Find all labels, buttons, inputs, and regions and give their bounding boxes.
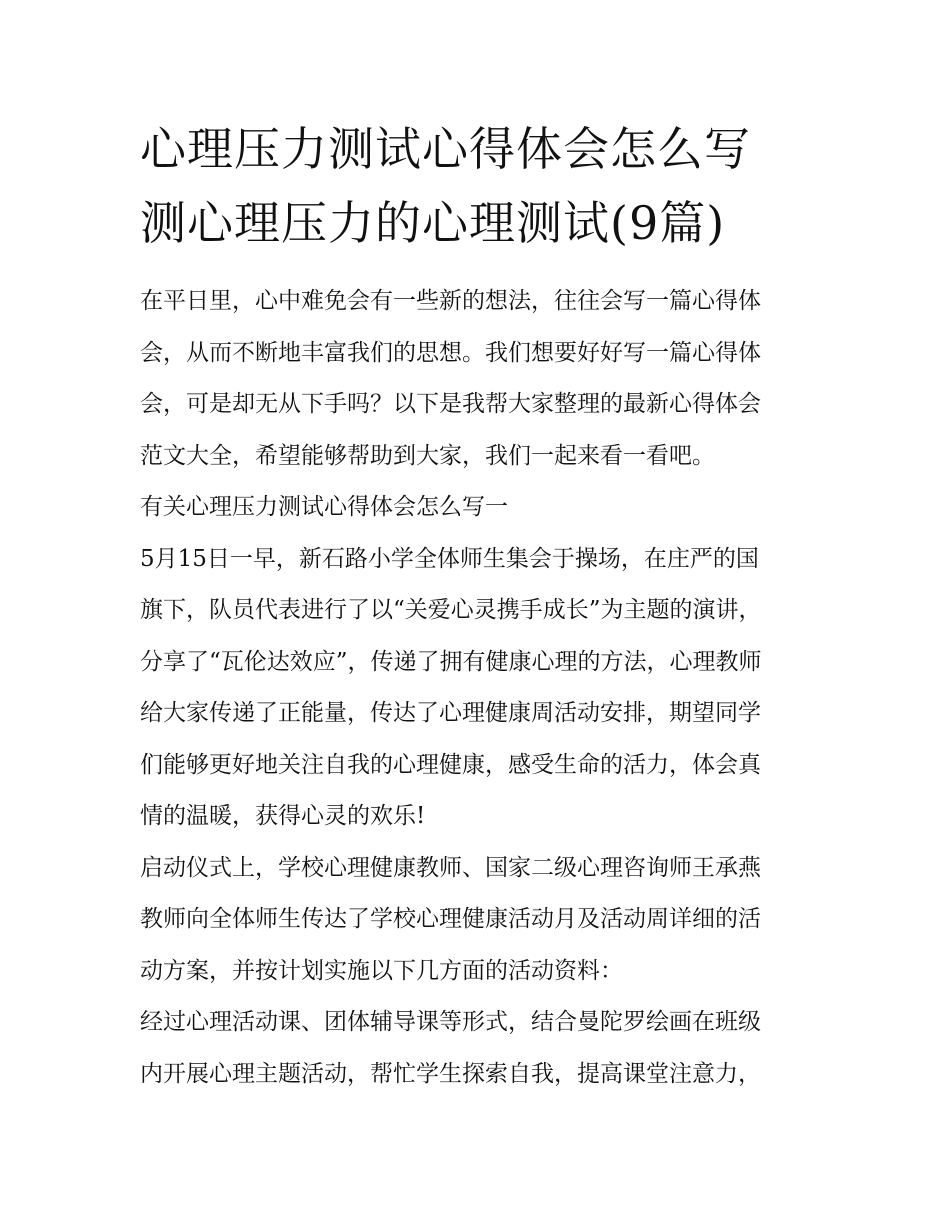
text-line: 分享了“瓦伦达效应”，传递了拥有健康心理的方法，心理教师 bbox=[140, 648, 762, 675]
text-line: 会，可是却无从下手吗？以下是我帮大家整理的最新心得体会 bbox=[140, 391, 761, 417]
title-line-2: 测心理压力的心理测试(9篇) bbox=[140, 196, 726, 250]
title-line-1: 心理压力测试心得体会怎么写 bbox=[140, 122, 751, 176]
text-line: 内开展心理主题活动，帮忙学生探索自我，提高课堂注意力， bbox=[140, 1060, 761, 1087]
text-line: 经过心理活动课、团体辅导课等形式，结合曼陀罗绘画在班级 bbox=[140, 1009, 761, 1035]
text-line: 情的温暖，获得心灵的欢乐! bbox=[140, 803, 426, 829]
text-line: 动方案，并按计划实施以下几方面的活动资料： bbox=[140, 957, 623, 984]
text-line: 范文大全，希望能够帮助到大家，我们一起来看一看吧。 bbox=[140, 442, 715, 469]
text-line: 给大家传递了正能量，传达了心理健康周活动安排，期望同学 bbox=[140, 700, 761, 726]
page-title bbox=[140, 112, 820, 260]
section-heading: 有关心理压力测试心得体会怎么写一 bbox=[140, 494, 508, 520]
document-body bbox=[140, 276, 812, 1100]
text-line: 旗下，队员代表进行了以“关爱心灵携手成长”为主题的演讲， bbox=[140, 597, 762, 623]
text-line: 在平日里，心中难免会有一些新的想法，往往会写一篇心得体 bbox=[140, 288, 761, 314]
text-line: 会，从而不断地丰富我们的思想。我们想要好好写一篇心得体 bbox=[140, 339, 761, 366]
text-line: 教师向全体师生传达了学校心理健康活动月及活动周详细的活 bbox=[140, 906, 761, 932]
text-line: 5月15日一早，新石路小学全体师生集会于操场，在庄严的国 bbox=[140, 545, 759, 572]
text-line: 们能够更好地关注自我的心理健康，感受生命的活力，体会真 bbox=[140, 751, 761, 778]
text-line: 启动仪式上，学校心理健康教师、国家二级心理咨询师王承燕 bbox=[140, 854, 761, 881]
